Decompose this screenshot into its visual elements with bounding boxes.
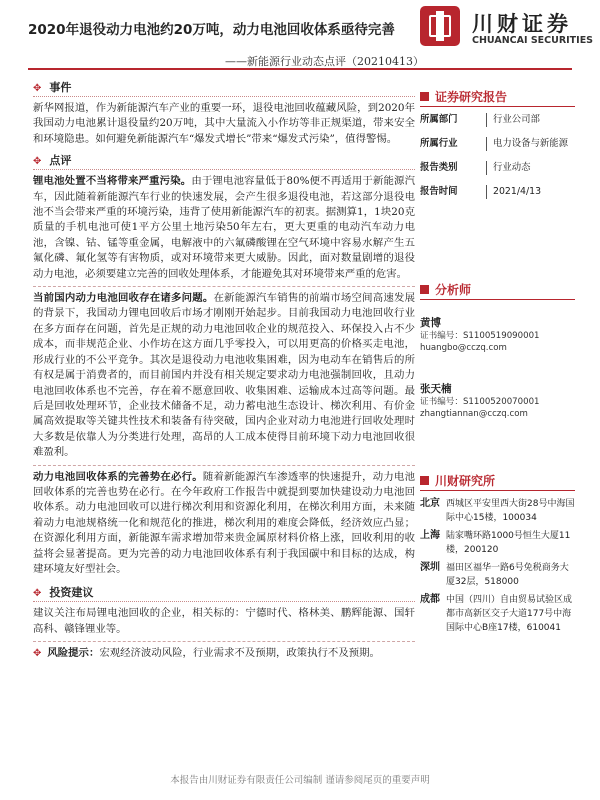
analyst-email[interactable]: zhangtiannan@cczq.com bbox=[420, 409, 528, 419]
diamond-bullet-icon: ✥ bbox=[33, 83, 42, 94]
logo-name-cn: 川财证券 bbox=[472, 12, 572, 36]
analyst-email[interactable]: huangbo@cczq.com bbox=[420, 343, 507, 353]
analyst-card bbox=[420, 316, 575, 354]
paragraph-divider bbox=[33, 641, 415, 642]
office-beijing: 北京 西城区平安里西大街28号中海国际中心15楼，100034 bbox=[420, 498, 575, 523]
page-footer: 本报告由川财证券有限责任公司编制 谨请参阅尾页的重要声明 bbox=[170, 775, 430, 786]
diamond-bullet-icon: ✥ bbox=[33, 588, 42, 600]
info-row-department: 所属部门 行业公司部 bbox=[420, 113, 575, 127]
report-title: 2020年退役动力电池约20万吨，动力电池回收体系亟待完善 bbox=[28, 22, 395, 38]
info-row-industry: 所属行业 电力设备与新能源 bbox=[420, 137, 575, 151]
paragraph-divider bbox=[33, 465, 415, 466]
analyst-name: 黄博 bbox=[420, 317, 441, 329]
office-shenzhen: 深圳 福田区福华一路6号免税商务大厦32层，518000 bbox=[420, 562, 569, 587]
report-subtitle: ——新能源行业动态点评（20210413） bbox=[225, 55, 424, 68]
paragraph-divider bbox=[33, 286, 415, 287]
header-divider bbox=[28, 68, 572, 70]
event-text: 新华网报道，作为新能源汽车产业的重要一环，退役电池回收蕴藏风险，到2020年我国动力电池累计退役量约20万吨，其中大量流入小作坊等非正规渠道，带来安全和环境隐患。如何避免新能源汽车“爆发式增长”带来“爆发式污染”，值得警惕。 bbox=[33, 102, 415, 145]
risk-text: ✥ 风险提示：宏观经济波动风险，行业需求不及预期，政策执行不及预期。 bbox=[33, 647, 380, 660]
company-logo bbox=[420, 6, 595, 52]
sidebar bbox=[420, 88, 575, 639]
comment-p3-lead: 动力电池回收体系的完善势在必行。 bbox=[33, 470, 203, 483]
analyst-cert: 证书编号：S1100520070001 bbox=[420, 397, 540, 407]
main-column bbox=[33, 80, 415, 662]
institute-header: 川财研究所 bbox=[420, 472, 575, 491]
info-row-category: 报告类别 行业动态 bbox=[420, 161, 575, 175]
square-bullet-icon bbox=[420, 92, 429, 101]
analyst-name: 张天楠 bbox=[420, 383, 452, 395]
comment-section-title: ✥ 点评 bbox=[33, 153, 415, 170]
diamond-bullet-icon: ✥ bbox=[33, 156, 42, 168]
analyst-card bbox=[420, 382, 575, 420]
square-bullet-icon bbox=[420, 285, 429, 294]
office-shanghai: 上海 陆家嘴环路1000号恒生大厦11楼，200120 bbox=[420, 530, 571, 555]
risk-label: 风险提示： bbox=[47, 647, 100, 660]
report-header: 证券研究报告 bbox=[420, 88, 575, 107]
diamond-bullet-icon: ✥ bbox=[33, 648, 42, 660]
analyst-cert: 证书编号：S1100519090001 bbox=[420, 331, 540, 341]
office-chengdu: 成都 中国（四川）自由贸易试验区成都市高新区交子大道177号中海国际中心B座17楼，610041 bbox=[420, 594, 573, 633]
comment-paragraph-1: 锂电池处置不当将带来严重污染。由于锂电池容量低于80%便不再适用于新能源汽车，因此随着新能源汽车行业的快速发展，会产生很多退役电池，若这部分退役电池不当会带来严重的环境污染，违背了使用新能源汽车的初衷。据测算1，1块20克质量的手机电池可使1平方公里土地污染50年左右，更大更重的电动汽车动力电池，含镍、钴、锰等重金属，电解液中的六氟磷酸锂在空气环境中容易水解产生五氟化磷、氟化氢等有害物质，或对环境带来更大威胁。因此，面对数量剧增的退役动力电池，必须要建立完善的回收处理体系，才能避免其对环境带来严重的危害。 bbox=[33, 175, 416, 280]
advice-text: 建议关注布局锂电池回收的企业，相关标的：宁德时代、格林美、鹏辉能源、国轩高科、赣锋锂业等。 bbox=[33, 607, 415, 635]
info-row-date: 报告时间 2021/4/13 bbox=[420, 185, 575, 199]
logo-mark-icon bbox=[420, 6, 460, 46]
square-bullet-icon bbox=[420, 476, 429, 485]
comment-paragraph-2: 当前国内动力电池回收存在诸多问题。在新能源汽车销售的前端市场空间高速发展的背景下，我国动力锂电回收后市场才刚刚开始起步。目前我国动力电池回收行业在多方面存在问题，首先是正规的动力电池回收企业的规范投入、环保投入占不少成本，而非规范企业、小作坊在这方面几乎零投入，可以用更高的价格买走电池，形成行业的不公平竞争。其次是退役动力电池收集困难，因为电动车在销售后的所有权是属于消费者的，而目前国内并没有相关规定要求动力电池强制回收，且动力电池回收体系也不完善，存在着不愿意回收、收集困难、运输成本过高等问题。最后是回收处理环节，企业技术储备不足，动力蓄电池生态设计、梯次利用、有价金属高效提取等关键共性技术和装备有待突破，国内企业对动力电池进行回收处理时大多数是依靠人为分类进行处理，高昂的人工成本使得目前环境下动力电池回收很难盈利。 bbox=[33, 292, 416, 459]
comment-p1-lead: 锂电池处置不当将带来严重污染。 bbox=[33, 175, 192, 188]
advice-section-title: ✥ 投资建议 bbox=[33, 585, 415, 602]
event-section-title: ✥ 事件 bbox=[33, 80, 415, 97]
analyst-header: 分析师 bbox=[420, 281, 575, 300]
logo-name-en: CHUANCAI SECURITIES bbox=[472, 35, 594, 46]
comment-p2-lead: 当前国内动力电池回收存在诸多问题。 bbox=[33, 292, 214, 305]
comment-paragraph-3: 动力电池回收体系的完善势在必行。随着新能源汽车渗透率的快速提升，动力电池回收体系的完善也势在必行。在今年政府工作报告中就提到要加快建设动力电池回收体系。动力电池回收可以进行梯次利用和资源化利用，在梯次利用方面，未来随着动力电池规格统一化和规范化的推进，梯次利用的难度会降低，经济效应凸显；在资源化利用方面，新能源车需求增加带来贵金属原材料价格上涨，回收利用的收益将会显著提高。更为完善的动力电池回收体系有利于我国碳中和目标的达成，构建环境友好型社会。 bbox=[33, 470, 416, 575]
